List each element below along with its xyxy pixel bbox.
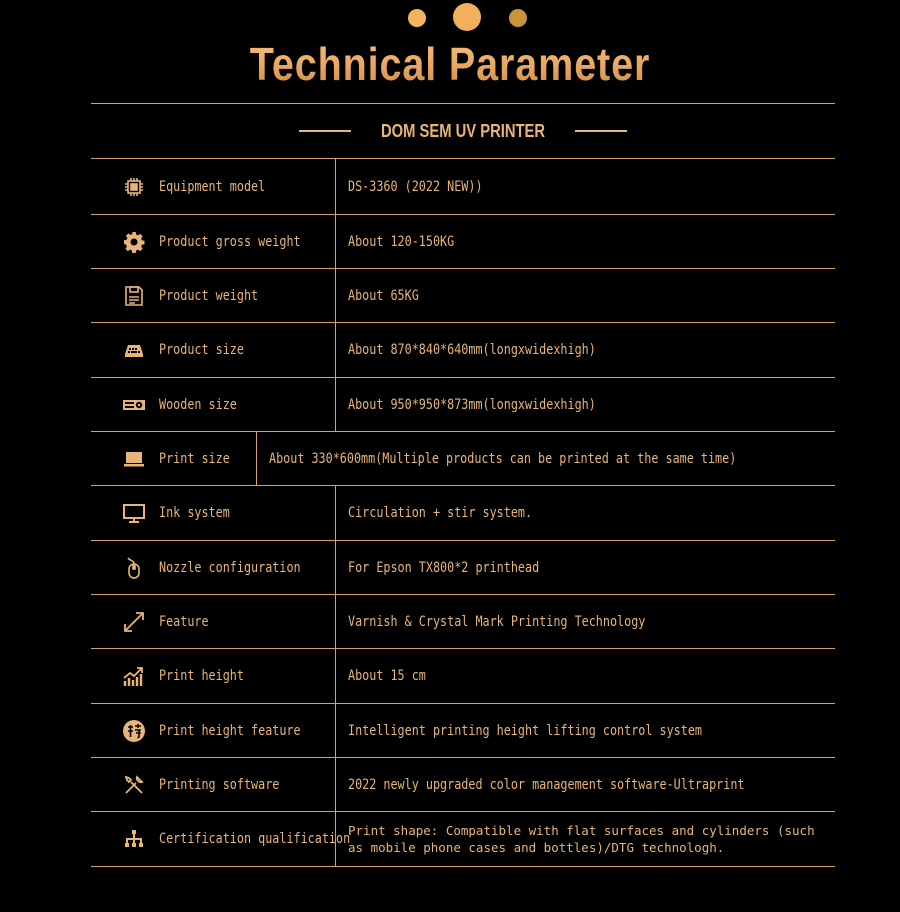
row-label-cell (91, 432, 257, 485)
row-value: Print shape: Compatible with flat surfaces and cylinders (such as mobile phone cases and bottles)/DTG technologh. (348, 823, 815, 855)
row-label: Feature (159, 613, 209, 630)
row-label-cell (91, 159, 336, 214)
row-value-cell (336, 649, 835, 703)
dot-left (408, 9, 426, 27)
chip-icon (121, 174, 147, 200)
feature-badge-icon (121, 718, 147, 744)
growth-chart-icon (121, 663, 147, 689)
row-value-cell (336, 812, 838, 866)
row-value: Circulation + stir system. (348, 505, 533, 521)
row-label-cell (91, 812, 351, 866)
page-title: Technical Parameter (63, 36, 837, 92)
row-label: Nozzle configuration (159, 559, 301, 576)
row-label-cell (91, 378, 336, 431)
table-row (91, 648, 835, 703)
row-value: About 15 cm (348, 668, 426, 684)
tools-icon (121, 772, 147, 798)
row-value-cell (336, 159, 835, 214)
row-label: Ink system (159, 505, 230, 521)
keyboard-icon (121, 337, 147, 363)
row-label-cell (91, 486, 336, 540)
row-label: Product size (159, 342, 244, 358)
subtitle-line-left (299, 130, 351, 132)
row-label: Product weight (159, 287, 259, 304)
laptop-icon (121, 446, 147, 472)
row-value: DS-3360 (2022 NEW)) (348, 178, 483, 195)
row-value: 2022 newly upgraded color management software-Ultraprint (348, 776, 745, 793)
parameter-table (91, 158, 835, 867)
graphics-card-icon (121, 392, 147, 418)
table-row (91, 703, 835, 757)
row-label-cell (91, 323, 336, 377)
table-row (91, 322, 835, 377)
mouse-icon (121, 555, 147, 581)
dot-center (453, 3, 481, 31)
row-value: About 330*600mm(Multiple products can be printed at the same time) (268, 450, 736, 467)
dot-right (509, 9, 527, 27)
table-row (91, 540, 835, 594)
row-label: Print size (159, 450, 230, 467)
row-label: Print height (159, 668, 244, 684)
hierarchy-icon (121, 826, 147, 852)
row-label-cell (91, 758, 336, 811)
row-value-cell (336, 595, 835, 648)
row-value-cell (336, 378, 835, 431)
row-value-cell (336, 215, 835, 268)
row-label: Certification qualification (159, 831, 351, 847)
row-label-cell (91, 215, 336, 268)
row-value-cell (336, 758, 835, 811)
row-value-cell (257, 432, 835, 485)
expand-arrows-icon (121, 609, 147, 635)
table-row (91, 757, 835, 811)
row-label: Printing software (159, 776, 280, 793)
table-row (91, 594, 835, 648)
row-value: About 950*950*873mm(longxwidexhigh) (348, 396, 596, 413)
table-row (91, 268, 835, 322)
subtitle-banner (91, 104, 835, 158)
row-value-cell (336, 323, 835, 377)
row-label: Print height feature (159, 722, 301, 739)
row-value-cell (336, 486, 835, 540)
monitor-icon (121, 500, 147, 526)
table-row (91, 214, 835, 268)
row-value: About 65KG (348, 287, 419, 304)
table-row (91, 377, 835, 431)
row-value: For Epson TX800*2 printhead (348, 559, 540, 576)
row-value-cell (336, 269, 835, 322)
row-value-cell (336, 704, 835, 757)
row-label: Product gross weight (159, 233, 301, 250)
row-label-cell (91, 595, 336, 648)
gear-icon (121, 229, 147, 255)
row-value: Varnish & Crystal Mark Printing Technology (348, 613, 646, 630)
row-label-cell (91, 269, 336, 322)
row-value: About 870*840*640mm(longxwidexhigh) (348, 342, 596, 358)
row-label: Wooden size (159, 396, 237, 413)
row-label: Equipment model (159, 178, 266, 195)
table-row (91, 811, 835, 867)
subtitle: DOM SEM UV PRINTER (380, 120, 545, 141)
decorative-dots (0, 0, 900, 40)
row-value: About 120-150KG (348, 233, 455, 250)
table-row (91, 158, 835, 214)
table-row (91, 431, 835, 485)
subtitle-line-right (575, 130, 627, 132)
row-label-cell (91, 704, 336, 757)
table-row (91, 485, 835, 540)
row-label-cell (91, 649, 336, 703)
save-disk-icon (121, 283, 147, 309)
row-value: Intelligent printing height lifting control system (348, 722, 703, 739)
row-label-cell (91, 541, 336, 594)
row-value-cell (336, 541, 835, 594)
